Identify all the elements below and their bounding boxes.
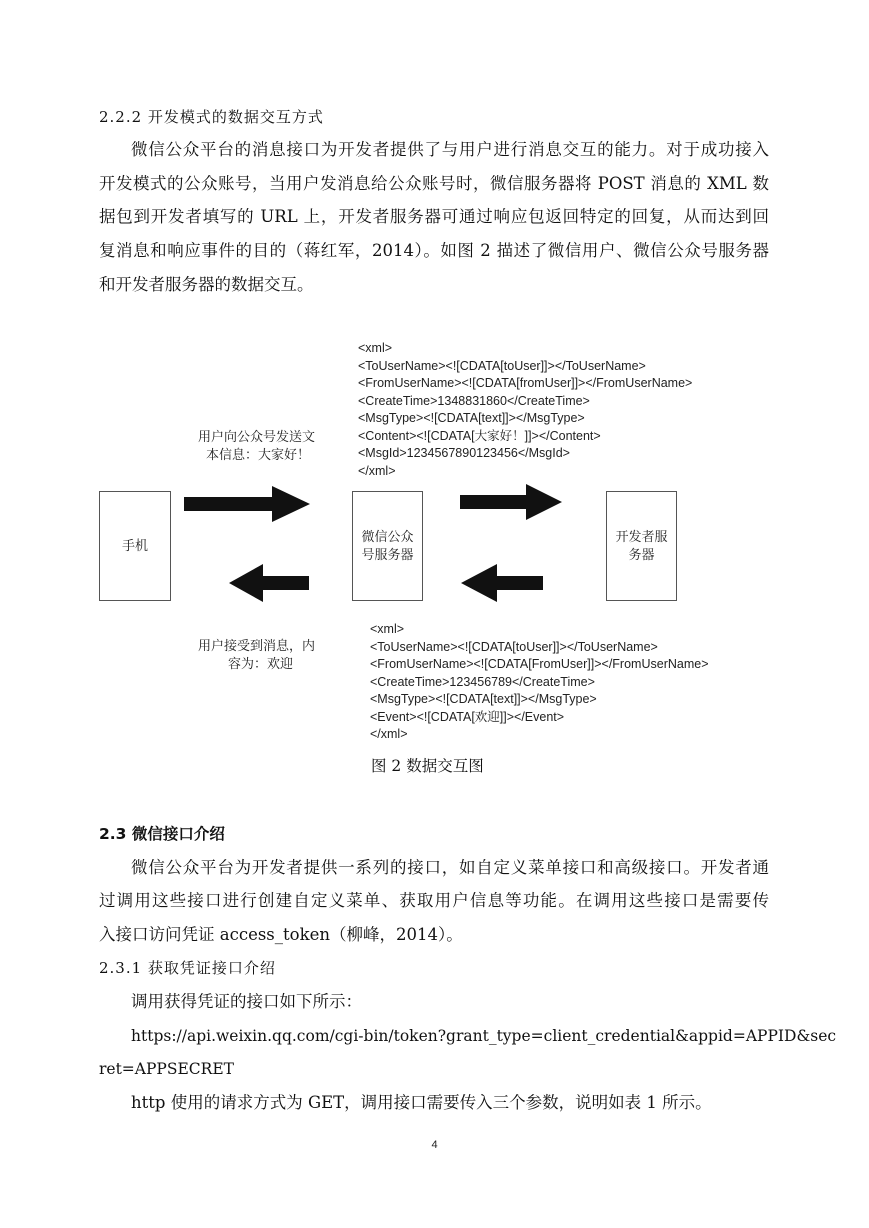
xml-response-block bbox=[370, 621, 709, 744]
receive-note-line: 容为：欢迎 bbox=[228, 655, 294, 671]
xml-line: <CreateTime>1348831860</CreateTime> bbox=[358, 393, 590, 408]
paragraph-line: 据包到开发者填写的 URL 上，开发者服务器可通过响应包返回特定的回复，从而达到回 bbox=[99, 207, 769, 226]
arrow-right-icon bbox=[184, 486, 310, 522]
phone-box bbox=[99, 491, 171, 601]
xml-request-block bbox=[358, 340, 692, 480]
paragraph-line: http 使用的请求方式为 GET，调用接口需要传入三个参数，说明如表 1 所示。 bbox=[131, 1093, 712, 1112]
token-url-line: https://api.weixin.qq.com/cgi-bin/token?grant_type=client_credential&appid=APPID&sec bbox=[131, 1027, 837, 1045]
developer-server-box bbox=[606, 491, 677, 601]
arrow-left-icon bbox=[461, 564, 543, 602]
paragraph-line: 开发模式的公众账号，当用户发消息给公众账号时，微信服务器将 POST 消息的 XML 数 bbox=[99, 174, 769, 193]
phone-box-label: 手机 bbox=[121, 538, 148, 553]
xml-line: <Event><![CDATA[欢迎]]></Event> bbox=[370, 709, 565, 724]
token-url-line: ret=APPSECRET bbox=[99, 1060, 234, 1078]
paragraph-line: 微信公众平台的消息接口为开发者提供了与用户进行消息交互的能力。对于成功接入 bbox=[131, 140, 769, 159]
xml-line: <xml> bbox=[370, 622, 405, 636]
xml-line: </xml> bbox=[358, 463, 396, 478]
send-note-line: 本信息：大家好！ bbox=[206, 446, 311, 462]
xml-line: <MsgType><![CDATA[text]]></MsgType> bbox=[358, 411, 585, 425]
paragraph-line: 入接口访问凭证 access_token（柳峰，2014）。 bbox=[99, 925, 463, 944]
xml-line: <FromUserName><![CDATA[FromUser]]></FromUserName> bbox=[370, 657, 709, 671]
developer-server-label: 务器 bbox=[628, 547, 655, 562]
section-heading-2-2-2: 2.2.2 开发模式的数据交互方式 bbox=[99, 108, 324, 126]
xml-line: <Content><![CDATA[大家好！]]></Content> bbox=[358, 428, 601, 443]
receive-note-line: 用户接受到消息，内 bbox=[198, 638, 316, 653]
paragraph-line: 和开发者服务器的数据交互。 bbox=[99, 275, 314, 294]
xml-line: <ToUserName><![CDATA[toUser]]></ToUserName> bbox=[370, 639, 658, 654]
arrow-left-icon bbox=[229, 564, 309, 602]
section-heading-2-3-1: 2.3.1 获取凭证接口介绍 bbox=[99, 959, 276, 977]
paragraph-line: 微信公众平台为开发者提供一系列的接口，如自定义菜单接口和高级接口。开发者通 bbox=[131, 858, 769, 877]
official-server-box bbox=[352, 491, 423, 601]
xml-line: <MsgId>1234567890123456</MsgId> bbox=[358, 446, 570, 460]
receive-note bbox=[198, 637, 315, 672]
paragraph-line: 过调用这些接口进行创建自定义菜单、获取用户信息等功能。在调用这些接口是需要传 bbox=[99, 891, 769, 910]
developer-server-label: 开发者服 bbox=[615, 529, 668, 544]
figure-caption: 图 2 数据交互图 bbox=[371, 757, 484, 775]
send-note bbox=[198, 428, 315, 463]
xml-line: <xml> bbox=[358, 341, 393, 355]
paragraph-line: 复消息和响应事件的目的（蒋红军，2014）。如图 2 描述了微信用户、微信公众号服务器 bbox=[99, 241, 769, 260]
send-note-line: 用户向公众号发送文 bbox=[198, 429, 316, 444]
section-heading-2-3: 2.3 微信接口介绍 bbox=[99, 825, 225, 843]
xml-line: <FromUserName><![CDATA[fromUser]]></FromUserName> bbox=[358, 376, 693, 390]
official-server-label: 号服务器 bbox=[361, 547, 414, 562]
xml-line: <CreateTime>123456789</CreateTime> bbox=[370, 674, 595, 689]
paragraph-line: 调用获得凭证的接口如下所示： bbox=[131, 992, 362, 1011]
arrow-right-icon bbox=[460, 484, 562, 520]
xml-line: <MsgType><![CDATA[text]]></MsgType> bbox=[370, 692, 597, 706]
xml-line: <ToUserName><![CDATA[toUser]]></ToUserName> bbox=[358, 358, 646, 373]
page-number: 4 bbox=[431, 1139, 438, 1151]
xml-line: </xml> bbox=[370, 727, 408, 741]
official-server-label: 微信公众 bbox=[361, 529, 414, 544]
